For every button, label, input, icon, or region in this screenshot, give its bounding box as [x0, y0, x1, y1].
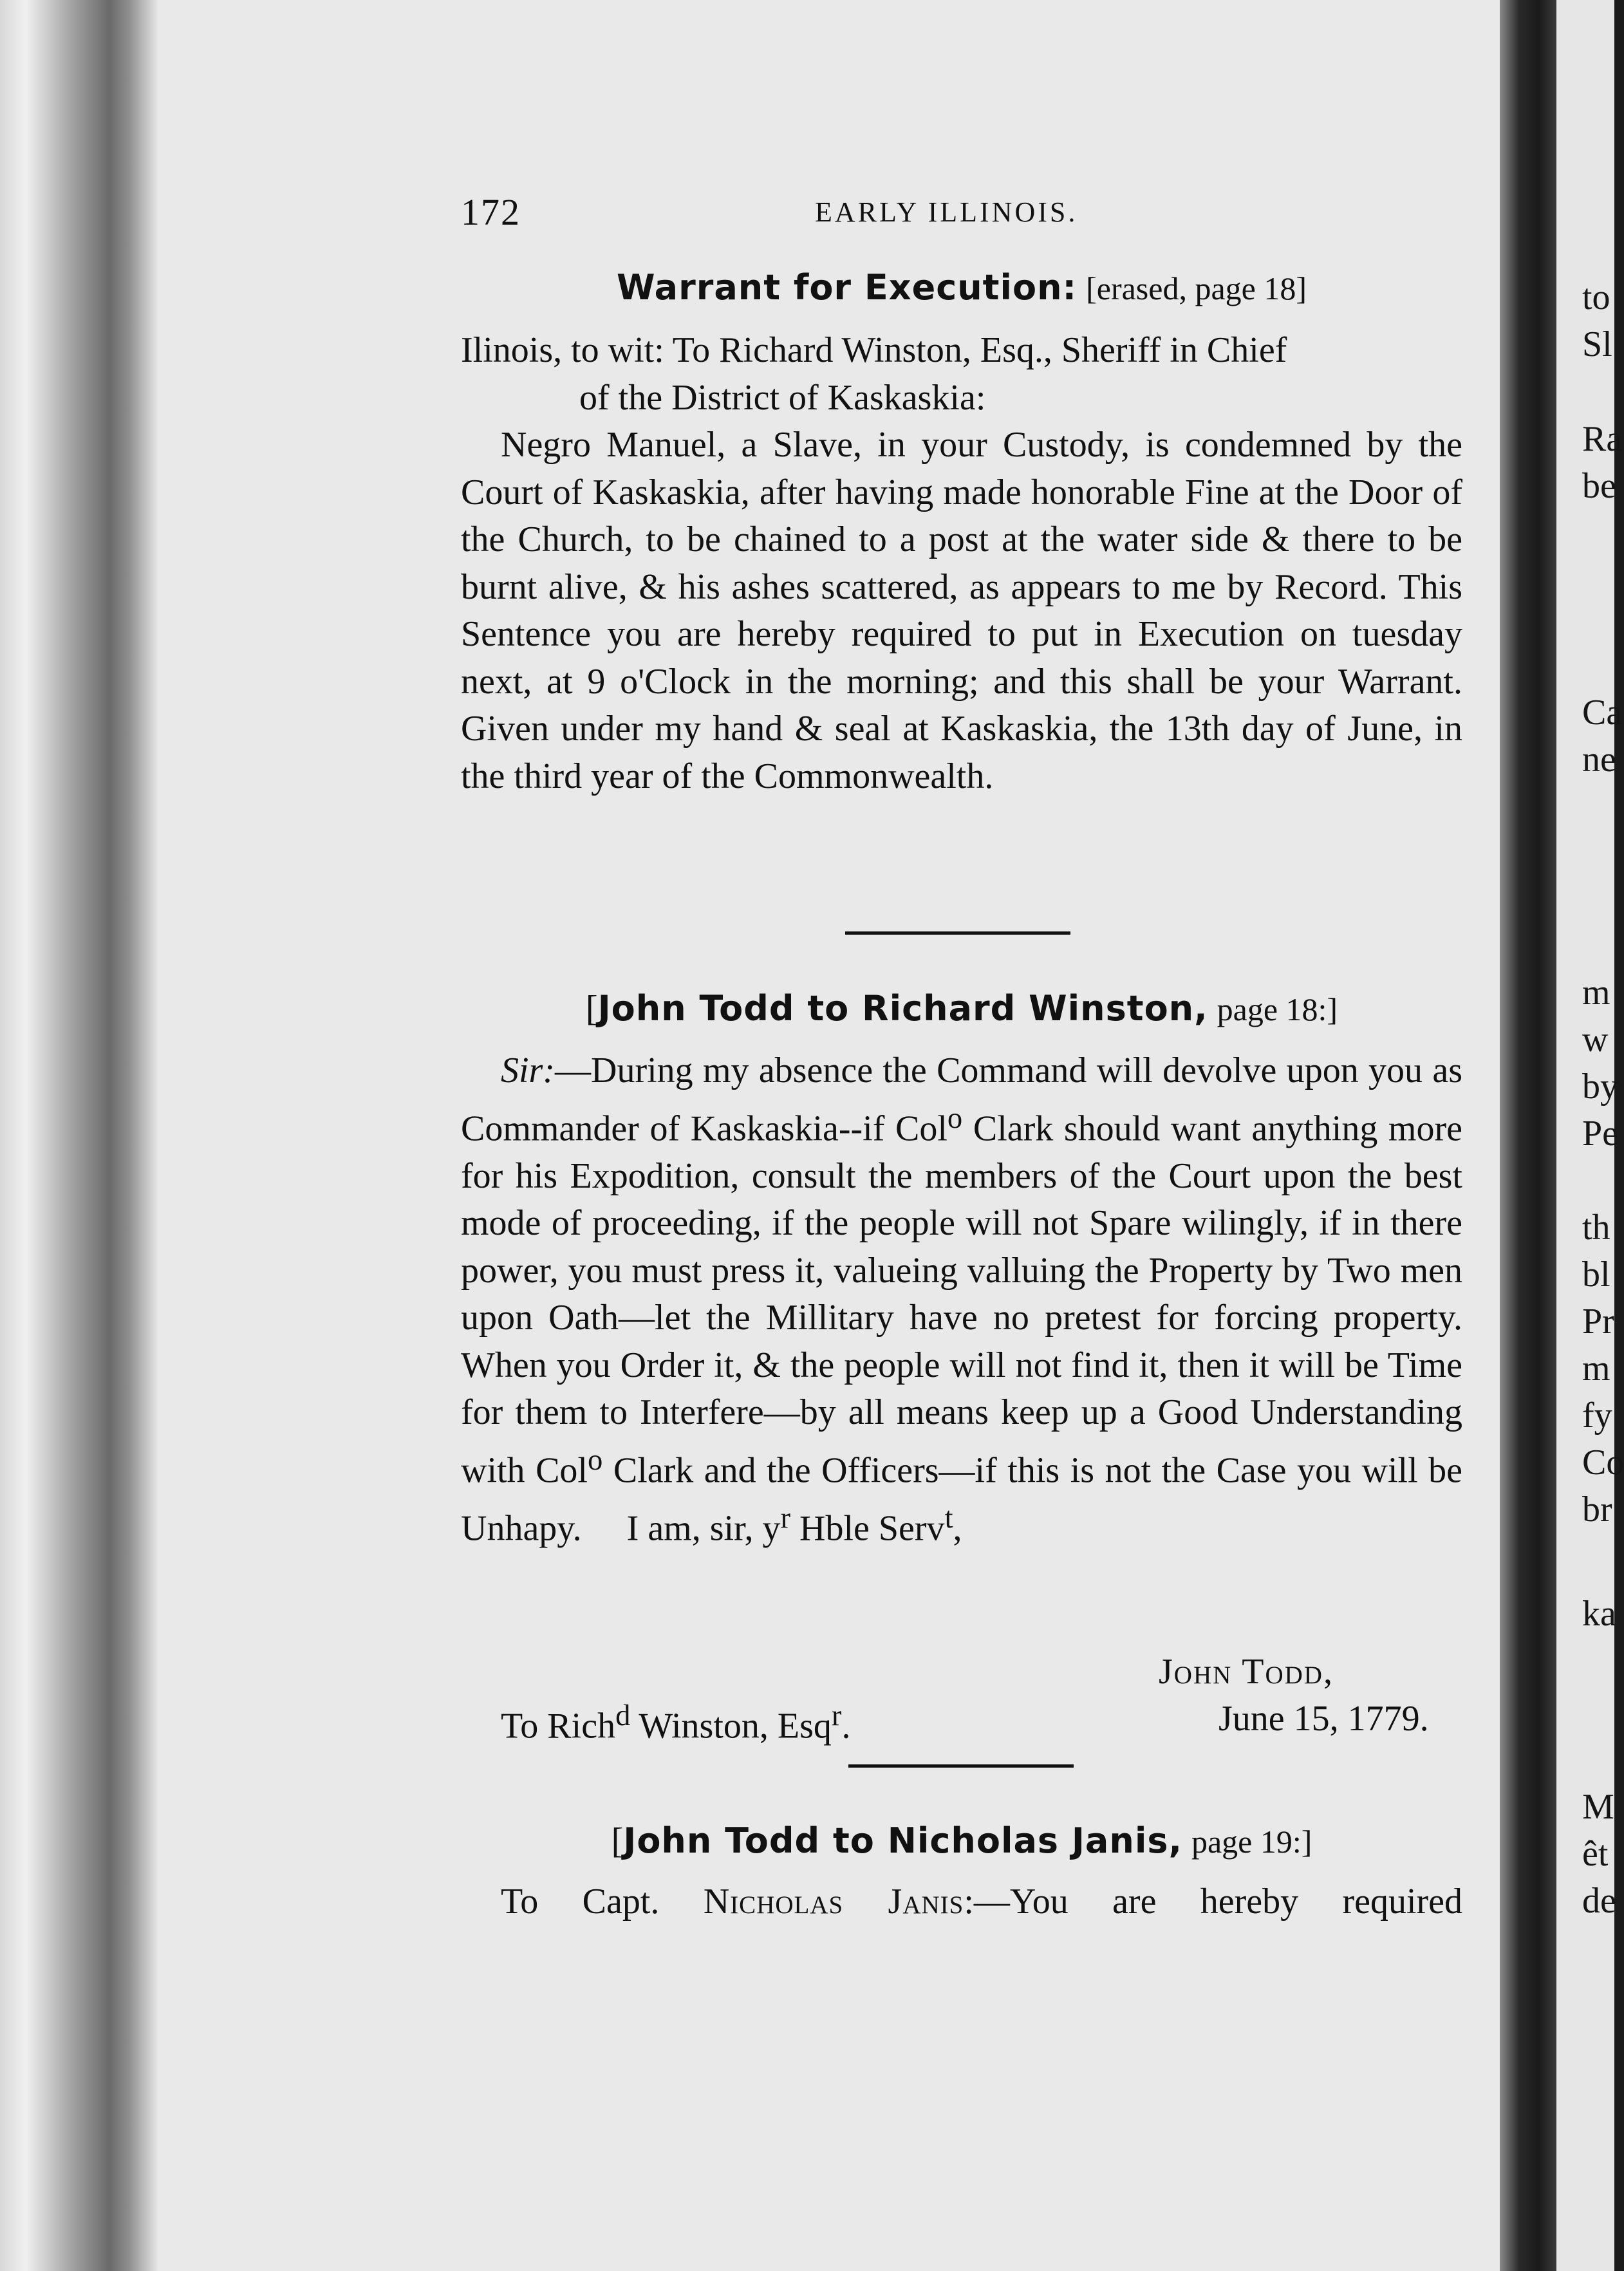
fragment: Pe	[1582, 1114, 1618, 1154]
warrant-heading-note: [erased, page 18]	[1086, 270, 1307, 306]
page-number: 172	[461, 191, 521, 233]
warrant-heading-title: Warrant for Execution:	[617, 267, 1078, 308]
fragment: by	[1582, 1067, 1618, 1107]
letter1-body	[461, 1047, 1462, 1553]
superscript: t	[944, 1500, 953, 1535]
superscript: o	[588, 1443, 603, 1477]
recipient: Winston, Esq	[630, 1706, 832, 1746]
address-line: of the District of Kaskaskia:	[579, 377, 986, 418]
address-line: Ilinois, to wit: To Richard Winston, Esq., Sheriff in Chief	[461, 330, 1287, 370]
running-head-title: EARLY ILLINOIS.	[815, 196, 1078, 228]
superscript: o	[947, 1101, 963, 1135]
signature: John Todd,	[1159, 1652, 1334, 1692]
fragment: m	[1582, 1349, 1610, 1388]
superscript: r	[831, 1699, 842, 1732]
fragment: th	[1582, 1208, 1610, 1248]
fragment: de	[1582, 1881, 1616, 1921]
book-spine-edge	[0, 0, 158, 2271]
fragment: bl	[1582, 1255, 1610, 1294]
fragment: br	[1582, 1490, 1612, 1529]
facing-page-fragment	[1556, 0, 1624, 2271]
bracket: [	[585, 989, 598, 1029]
recipient-line	[501, 1698, 850, 1747]
fragment: m	[1582, 973, 1610, 1013]
letter-text: Clark and the Officers—if this is not the Case you will be Unhapy.	[461, 1450, 1463, 1549]
warrant-address	[461, 327, 1462, 422]
letter1-heading-note: page 18:]	[1217, 991, 1338, 1027]
fragment: fy	[1582, 1396, 1612, 1435]
closing: I am, sir, y	[626, 1508, 781, 1549]
letter-text: To Capt.	[501, 1882, 660, 1921]
recipient: .	[841, 1706, 851, 1746]
addressee-name: Nicholas Janis	[703, 1882, 964, 1921]
letter1-heading	[461, 985, 1462, 1033]
superscript: r	[780, 1500, 791, 1535]
letter2-heading-note: page 19:]	[1191, 1824, 1312, 1860]
section-divider	[848, 1764, 1074, 1768]
fragment: Ra	[1582, 419, 1623, 459]
fragment: be	[1582, 466, 1616, 506]
fragment: ne	[1582, 740, 1616, 780]
letter1-heading-title: John Todd to Richard Winston,	[597, 988, 1208, 1029]
fragment: Sl	[1582, 324, 1612, 364]
bracket: [	[611, 1821, 624, 1861]
letter-date: June 15, 1779.	[1218, 1699, 1429, 1739]
fragment: to	[1582, 277, 1610, 317]
fragment: êt	[1582, 1834, 1609, 1874]
letter2-heading-title: John Todd to Nicholas Janis,	[623, 1820, 1182, 1861]
letter-text: —During my absence the Command will devolve upon you as Commander of Kaskaskia--if Col	[461, 1051, 1462, 1149]
salutation: Sir:	[501, 1051, 555, 1090]
warrant-heading	[461, 264, 1462, 312]
letter2-heading	[461, 1817, 1462, 1865]
fragment: Ca	[1582, 693, 1623, 733]
closing: ,	[953, 1508, 962, 1549]
fragment: ka	[1582, 1594, 1616, 1634]
fragment: w	[1582, 1020, 1609, 1060]
warrant-body: Negro Manuel, a Slave, in your Custody, is condemned by the Court of Kaskaskia, after having made honorable Fine at the Door of the Church, to be chained to a post at the water side & there to be burnt alive, & his ashes scattered, as appears to me by Record. This Sentence you are hereby required to put in Execution on tuesday next, at 9 o'Clock in the morning; and this shall be your Warrant. Given under my hand & seal at Kaskaskia, the 13th day of June, in the third year of the Commonwealth.	[461, 425, 1462, 796]
fragment: M	[1582, 1787, 1614, 1827]
letter-text: Clark should want anything more for his Expodition, consult the members of the Court upon the best mode of proceeding, if the people will not Spare wilingly, if in there power, you must press it, valueing valluing the Property by Two men upon Oath—let the Millitary have no pretest for forcing property. When you Order it, & the people will not find it, then it will be Time for them to Interfere—by all means keep up a Good Understanding with Col	[461, 1108, 1462, 1491]
running-header	[461, 191, 1111, 236]
section-divider	[845, 931, 1070, 935]
letter-text: :—You are hereby required	[964, 1882, 1463, 1921]
closing: Hble Serv	[790, 1508, 945, 1549]
fragment: Co	[1582, 1443, 1624, 1482]
book-gutter	[1500, 0, 1556, 2271]
letter2-body	[461, 1878, 1462, 1926]
fragment: Pr	[1582, 1302, 1614, 1341]
recipient: To Rich	[501, 1706, 616, 1746]
superscript: d	[615, 1699, 631, 1732]
